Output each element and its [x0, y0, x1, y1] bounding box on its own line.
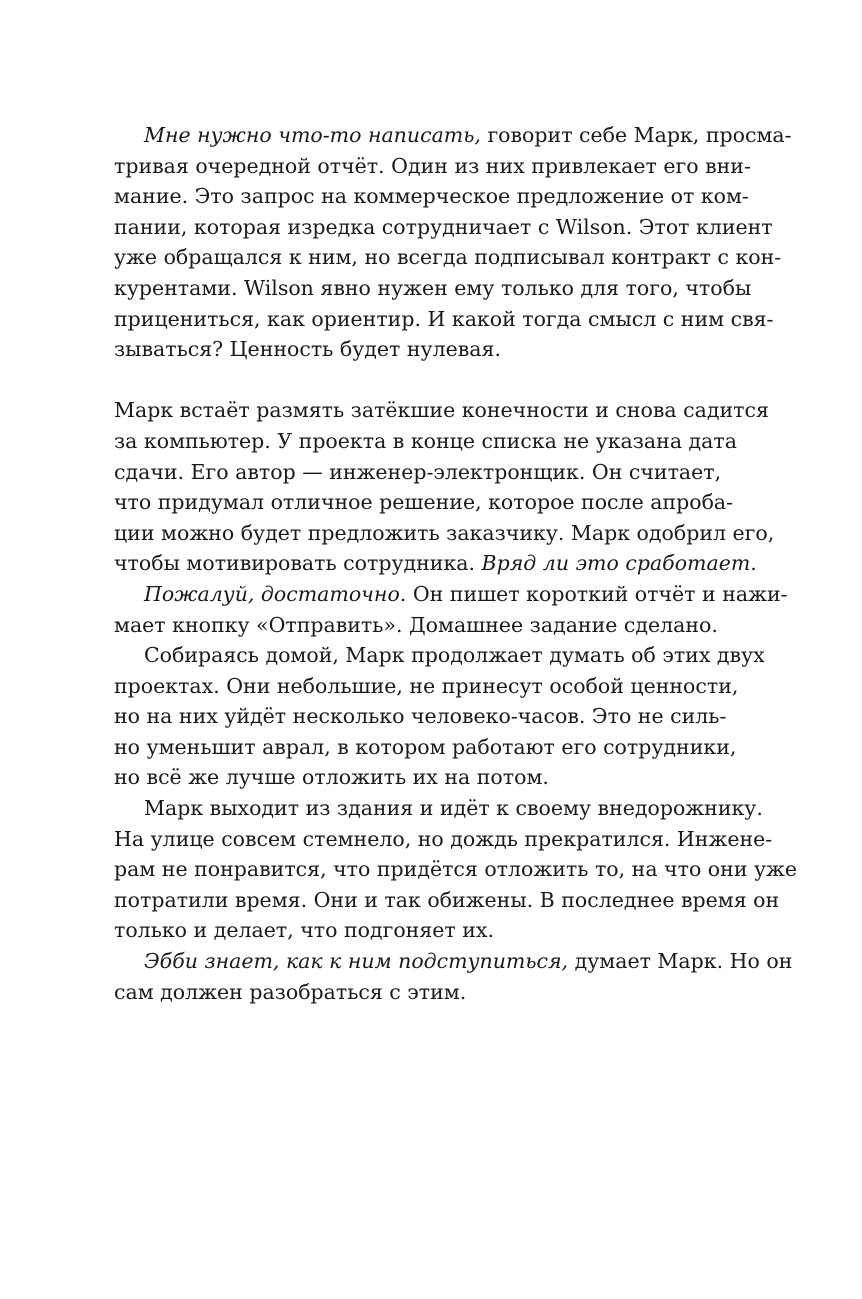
italic-thought: Эбби знает, как к ним подступиться,: [144, 949, 569, 974]
text-line: Мне нужно что-то написать, говорит себе Марк, просма-: [144, 123, 792, 147]
text-line: Пожалуй, достаточно. Он пишет короткий отчёт и нажи-: [144, 581, 788, 606]
text-line: но на них уйдёт несколько человеко-часов. Это не силь-: [114, 704, 727, 729]
text-line: что придумал отличное решение, которое после апроба-: [114, 490, 734, 515]
book-page: [114, 120, 798, 1007]
text-line: мание. Это запрос на коммерческое предложение от ком-: [114, 184, 749, 209]
text-line: пании, которая изредка сотрудничает с Wilson. Этот клиент: [114, 214, 773, 239]
text-line: Эбби знает, как к ним подступиться, думает Марк. Но он: [144, 949, 793, 974]
text-line: рам не понравится, что придётся отложить то, на что они уже: [114, 857, 798, 882]
text-line: Собираясь домой, Марк продолжает думать об этих двух: [144, 643, 765, 668]
text-line: чтобы мотивировать сотрудника. Вряд ли это сработает.: [114, 551, 757, 576]
text-line: но всё же лучше отложить их на потом.: [114, 765, 549, 790]
italic-thought: Пожалуй, достаточно.: [144, 581, 407, 606]
text-line: мает кнопку «Отправить». Домашнее задание сделано.: [114, 612, 718, 637]
italic-thought: Вряд ли это сработает.: [481, 551, 757, 576]
text-line: но уменьшит аврал, в котором работают его сотрудники,: [114, 734, 737, 759]
text-line: сам должен разобраться с этим.: [114, 979, 467, 1004]
text-line: прицениться, как ориентир. И какой тогда смысл с ним свя-: [114, 306, 774, 331]
text-line: за компьютер. У проекта в конце списка не указана дата: [114, 428, 737, 453]
text-line: На улице совсем стемнело, но дождь прекратился. Инжене-: [114, 826, 773, 851]
paragraph-1: [114, 120, 792, 365]
paragraph-4: [114, 640, 765, 793]
paragraph-3: [114, 579, 788, 640]
text-line: тривая очередной отчёт. Один из них привлекает его вни-: [114, 153, 751, 178]
text-line: Марк встаёт размять затёкшие конечности и снова садится: [114, 398, 769, 423]
text-line: только и делает, что подгоняет их.: [114, 918, 495, 943]
paragraph-6: [114, 946, 793, 1007]
italic-thought: Мне нужно что-то написать,: [144, 123, 481, 147]
paragraph-2: [114, 395, 775, 579]
text-line: уже обращался к ним, но всегда подписывал контракт с кон-: [114, 245, 782, 270]
text-line: проектах. Они небольшие, не принесут особой ценности,: [114, 673, 739, 698]
text-line: ции можно будет предложить заказчику. Марк одобрил его,: [114, 520, 775, 545]
text-line: Марк выходит из здания и идёт к своему внедорожнику.: [144, 796, 763, 821]
text-line: потратили время. Они и так обижены. В последнее время он: [114, 887, 780, 912]
section-break: [114, 365, 710, 396]
text-line: курентами. Wilson явно нужен ему только для того, чтобы: [114, 275, 752, 300]
paragraph-5: [114, 793, 798, 946]
text-line: зываться? Ценность будет нулевая.: [114, 337, 501, 362]
text-line: сдачи. Его автор — инженер-электронщик. Он считает,: [114, 459, 722, 484]
